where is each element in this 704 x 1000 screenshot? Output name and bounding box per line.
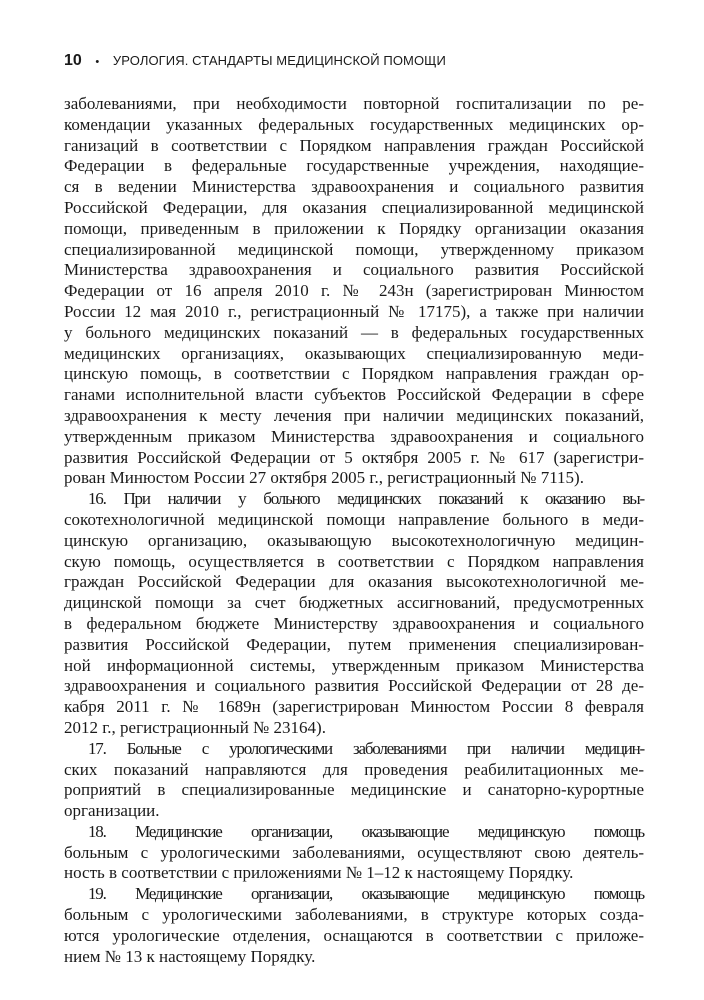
paragraph	[64, 489, 644, 739]
text-line: комендации указанных федеральных государственных медицинских ор-	[64, 114, 644, 134]
text-line: Министерства здравоохранения и социального развития Российской	[64, 260, 644, 280]
text-line: граждан Российской Федерации для оказания высокотехнологичной ме-	[64, 572, 644, 592]
text-line: ганизаций в соответствии с Порядком направления граждан Российской	[64, 135, 644, 155]
paragraph	[64, 822, 644, 884]
text-line: 2012 г., регистрационный № 23164).	[64, 717, 326, 737]
text-line: рован Минюстом России 27 октября 2005 г., регистрационный № 7115).	[64, 468, 584, 488]
text-line: цинскую организацию, оказывающую высокотехнологичную медицин-	[64, 530, 644, 550]
text-line: ских показаний направляются для проведения реабилитационных ме-	[64, 759, 644, 779]
text-line: 16. При наличии у больного медицинских показаний к оказанию вы-	[88, 489, 644, 509]
text-line: утвержденным приказом Министерства здравоохранения и социального	[64, 426, 644, 446]
text-line: ганами исполнительной власти субъектов Российской Федерации в сфере	[64, 385, 644, 405]
text-line: Российской Федерации, для оказания специализированной медицинской	[64, 197, 644, 217]
text-line: помощи, приведенным в приложении к Порядку организации оказания	[64, 218, 644, 238]
text-line: 19. Медицинские организации, оказывающие медицинскую помощь	[88, 884, 644, 904]
text-line: у больного медицинских показаний — в федеральных государственных	[64, 322, 644, 342]
text-line: 17. Больные с урологическими заболеваниями при наличии медицин-	[88, 738, 644, 758]
text-line: организации.	[64, 801, 160, 821]
running-header	[64, 52, 644, 70]
text-line: нием № 13 к настоящему Порядку.	[64, 946, 316, 966]
text-line: специализированной медицинской помощи, утвержденному приказом	[64, 239, 644, 259]
text-line: ной информационной системы, утвержденным приказом Министерства	[64, 655, 644, 675]
paragraph	[64, 884, 644, 967]
text-line: в федеральном бюджете Министерству здравоохранения и социального	[64, 613, 644, 633]
paragraph	[64, 739, 644, 822]
header-title: УРОЛОГИЯ. СТАНДАРТЫ МЕДИЦИНСКОЙ ПОМОЩИ	[112, 53, 446, 68]
text-line: развития Российской Федерации, путем применения специализирован-	[64, 634, 644, 654]
text-line: ся в ведении Министерства здравоохранения и социального развития	[64, 177, 644, 197]
header-bullet: •	[95, 56, 100, 68]
text-line: цинскую помощь, в соответствии с Порядком направления граждан ор-	[64, 364, 644, 384]
text-line: кабря 2011 г. № 1689н (зарегистрирован Минюстом России 8 февраля	[64, 697, 644, 717]
page-number: 10	[64, 52, 82, 69]
text-line: роприятий в специализированные медицинские и санаторно-курортные	[64, 780, 644, 800]
text-line: Федерации в федеральные государственные учреждения, находящие-	[64, 156, 644, 176]
text-line: ность в соответствии с приложениями № 1–12 к настоящему Порядку.	[64, 863, 574, 883]
text-line: больным с урологическими заболеваниями, в структуре которых созда-	[64, 905, 644, 925]
paragraph	[64, 94, 644, 489]
text-line: скую помощь, осуществляется в соответствии с Порядком направления	[64, 551, 644, 571]
text-line: заболеваниями, при необходимости повторной госпитализации по ре-	[64, 94, 644, 113]
text-line: медицинских организациях, оказывающих специализированную меди-	[64, 343, 644, 363]
text-line: здравоохранения и социального развития Российской Федерации от 28 де-	[64, 676, 644, 696]
text-line: развития Российской Федерации от 5 октября 2005 г. № 617 (зарегистри-	[64, 447, 644, 467]
text-line: здравоохранения к месту лечения при наличии медицинских показаний,	[64, 405, 644, 425]
text-line: 18. Медицинские организации, оказывающие медицинскую помощь	[88, 821, 644, 841]
text-line: Федерации от 16 апреля 2010 г. № 243н (зарегистрирован Минюстом	[64, 281, 644, 301]
text-line: ются урологические отделения, оснащаются в соответствии с приложе-	[64, 925, 644, 945]
text-line: России 12 мая 2010 г., регистрационный № 17175), а также при наличии	[64, 301, 644, 321]
page-body	[64, 94, 644, 967]
text-line: сокотехнологичной медицинской помощи направление больного в меди-	[64, 509, 644, 529]
text-line: дицинской помощи за счет бюджетных ассигнований, предусмотренных	[64, 593, 644, 613]
text-line: больным с урологическими заболеваниями, осуществляют свою деятель-	[64, 842, 644, 862]
